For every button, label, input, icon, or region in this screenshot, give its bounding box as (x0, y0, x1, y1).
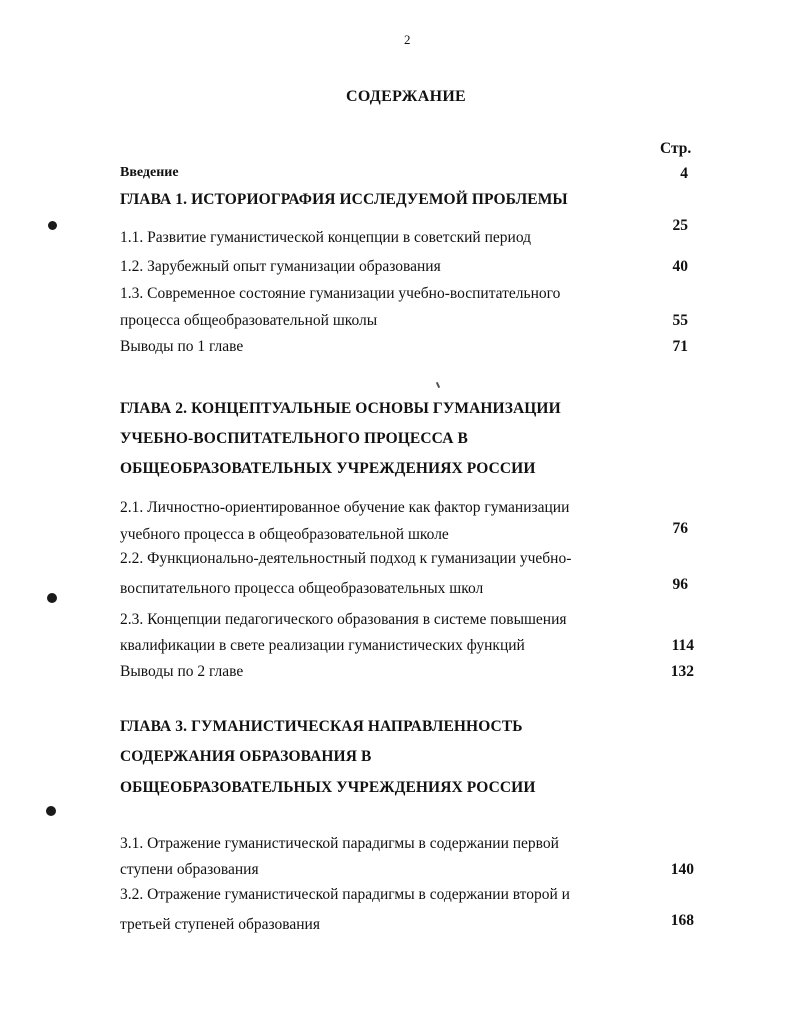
toc-item-1-conclusions: Выводы по 1 главе (120, 338, 244, 355)
toc-page-2-1: 76 (672, 520, 688, 537)
page-title: СОДЕРЖАНИЕ (346, 88, 467, 105)
chapter2-title-line3: ОБЩЕОБРАЗОВАТЕЛЬНЫХ УЧРЕЖДЕНИЯХ РОССИИ (120, 460, 536, 477)
toc-page-1-conclusions: 71 (672, 338, 688, 355)
toc-item-2-2-line1: 2.2. Функционально-деятельностный подход к гуманизации учебно- (120, 550, 572, 567)
toc-page-1-2: 40 (672, 258, 688, 275)
scan-hole-mark (48, 221, 57, 230)
toc-item-3-1-line1: 3.1. Отражение гуманистической парадигмы в содержании первой (120, 835, 559, 852)
toc-page-3-1: 140 (670, 861, 694, 878)
scan-hole-mark (46, 806, 56, 816)
toc-item-1-1: 1.1. Развитие гуманистической концепции в советский период (120, 229, 532, 246)
toc-item-1-3-line2: процесса общеобразовательной школы (120, 312, 378, 329)
toc-item-2-2-line2: воспитательного процесса общеобразовательных школ (120, 580, 484, 597)
scan-hole-mark (47, 593, 57, 603)
chapter1-title: ГЛАВА 1. ИСТОРИОГРАФИЯ ИССЛЕДУЕМОЙ ПРОБЛЕМЫ (120, 191, 568, 208)
toc-item-1-3-line1: 1.3. Современное состояние гуманизации учебно-воспитательного (120, 285, 561, 302)
toc-item-2-1-line2: учебного процесса в общеобразовательной школе (120, 526, 449, 543)
toc-item-2-1-line1: 2.1. Личностно-ориентированное обучение как фактор гуманизации (120, 499, 570, 516)
page-column-header: Стр. (660, 140, 692, 157)
toc-page-1-3: 55 (672, 312, 688, 329)
introduction-label: Введение (120, 165, 179, 180)
page-number: 2 (404, 32, 411, 47)
introduction-page: 4 (680, 165, 688, 182)
toc-item-3-1-line2: ступени образования (120, 861, 259, 878)
toc-item-3-2-line2: третьей ступеней образования (120, 916, 320, 933)
toc-page-1-1: 25 (672, 217, 688, 234)
chapter3-title-line2: СОДЕРЖАНИЯ ОБРАЗОВАНИЯ В (120, 748, 372, 765)
chapter2-title-line1: ГЛАВА 2. КОНЦЕПТУАЛЬНЫЕ ОСНОВЫ ГУМАНИЗАЦИИ (120, 400, 561, 417)
toc-page-2-3: 114 (671, 637, 694, 654)
toc-page-2-conclusions: 132 (670, 663, 694, 680)
toc-item-3-2-line1: 3.2. Отражение гуманистической парадигмы в содержании второй и (120, 886, 570, 903)
scan-speck (436, 382, 440, 388)
toc-page-2-2: 96 (672, 576, 688, 593)
toc-item-2-conclusions: Выводы по 2 главе (120, 663, 244, 680)
toc-item-2-3-line1: 2.3. Концепции педагогического образования в системе повышения (120, 611, 567, 628)
chapter3-title-line3: ОБЩЕОБРАЗОВАТЕЛЬНЫХ УЧРЕЖДЕНИЯХ РОССИИ (120, 779, 536, 796)
chapter2-title-line2: УЧЕБНО-ВОСПИТАТЕЛЬНОГО ПРОЦЕССА В (120, 430, 468, 447)
toc-page-3-2: 168 (670, 912, 694, 929)
chapter3-title-line1: ГЛАВА 3. ГУМАНИСТИЧЕСКАЯ НАПРАВЛЕННОСТЬ (120, 718, 523, 735)
toc-item-1-2: 1.2. Зарубежный опыт гуманизации образования (120, 258, 441, 275)
toc-item-2-3-line2: квалификации в свете реализации гуманистических функций (120, 637, 525, 654)
